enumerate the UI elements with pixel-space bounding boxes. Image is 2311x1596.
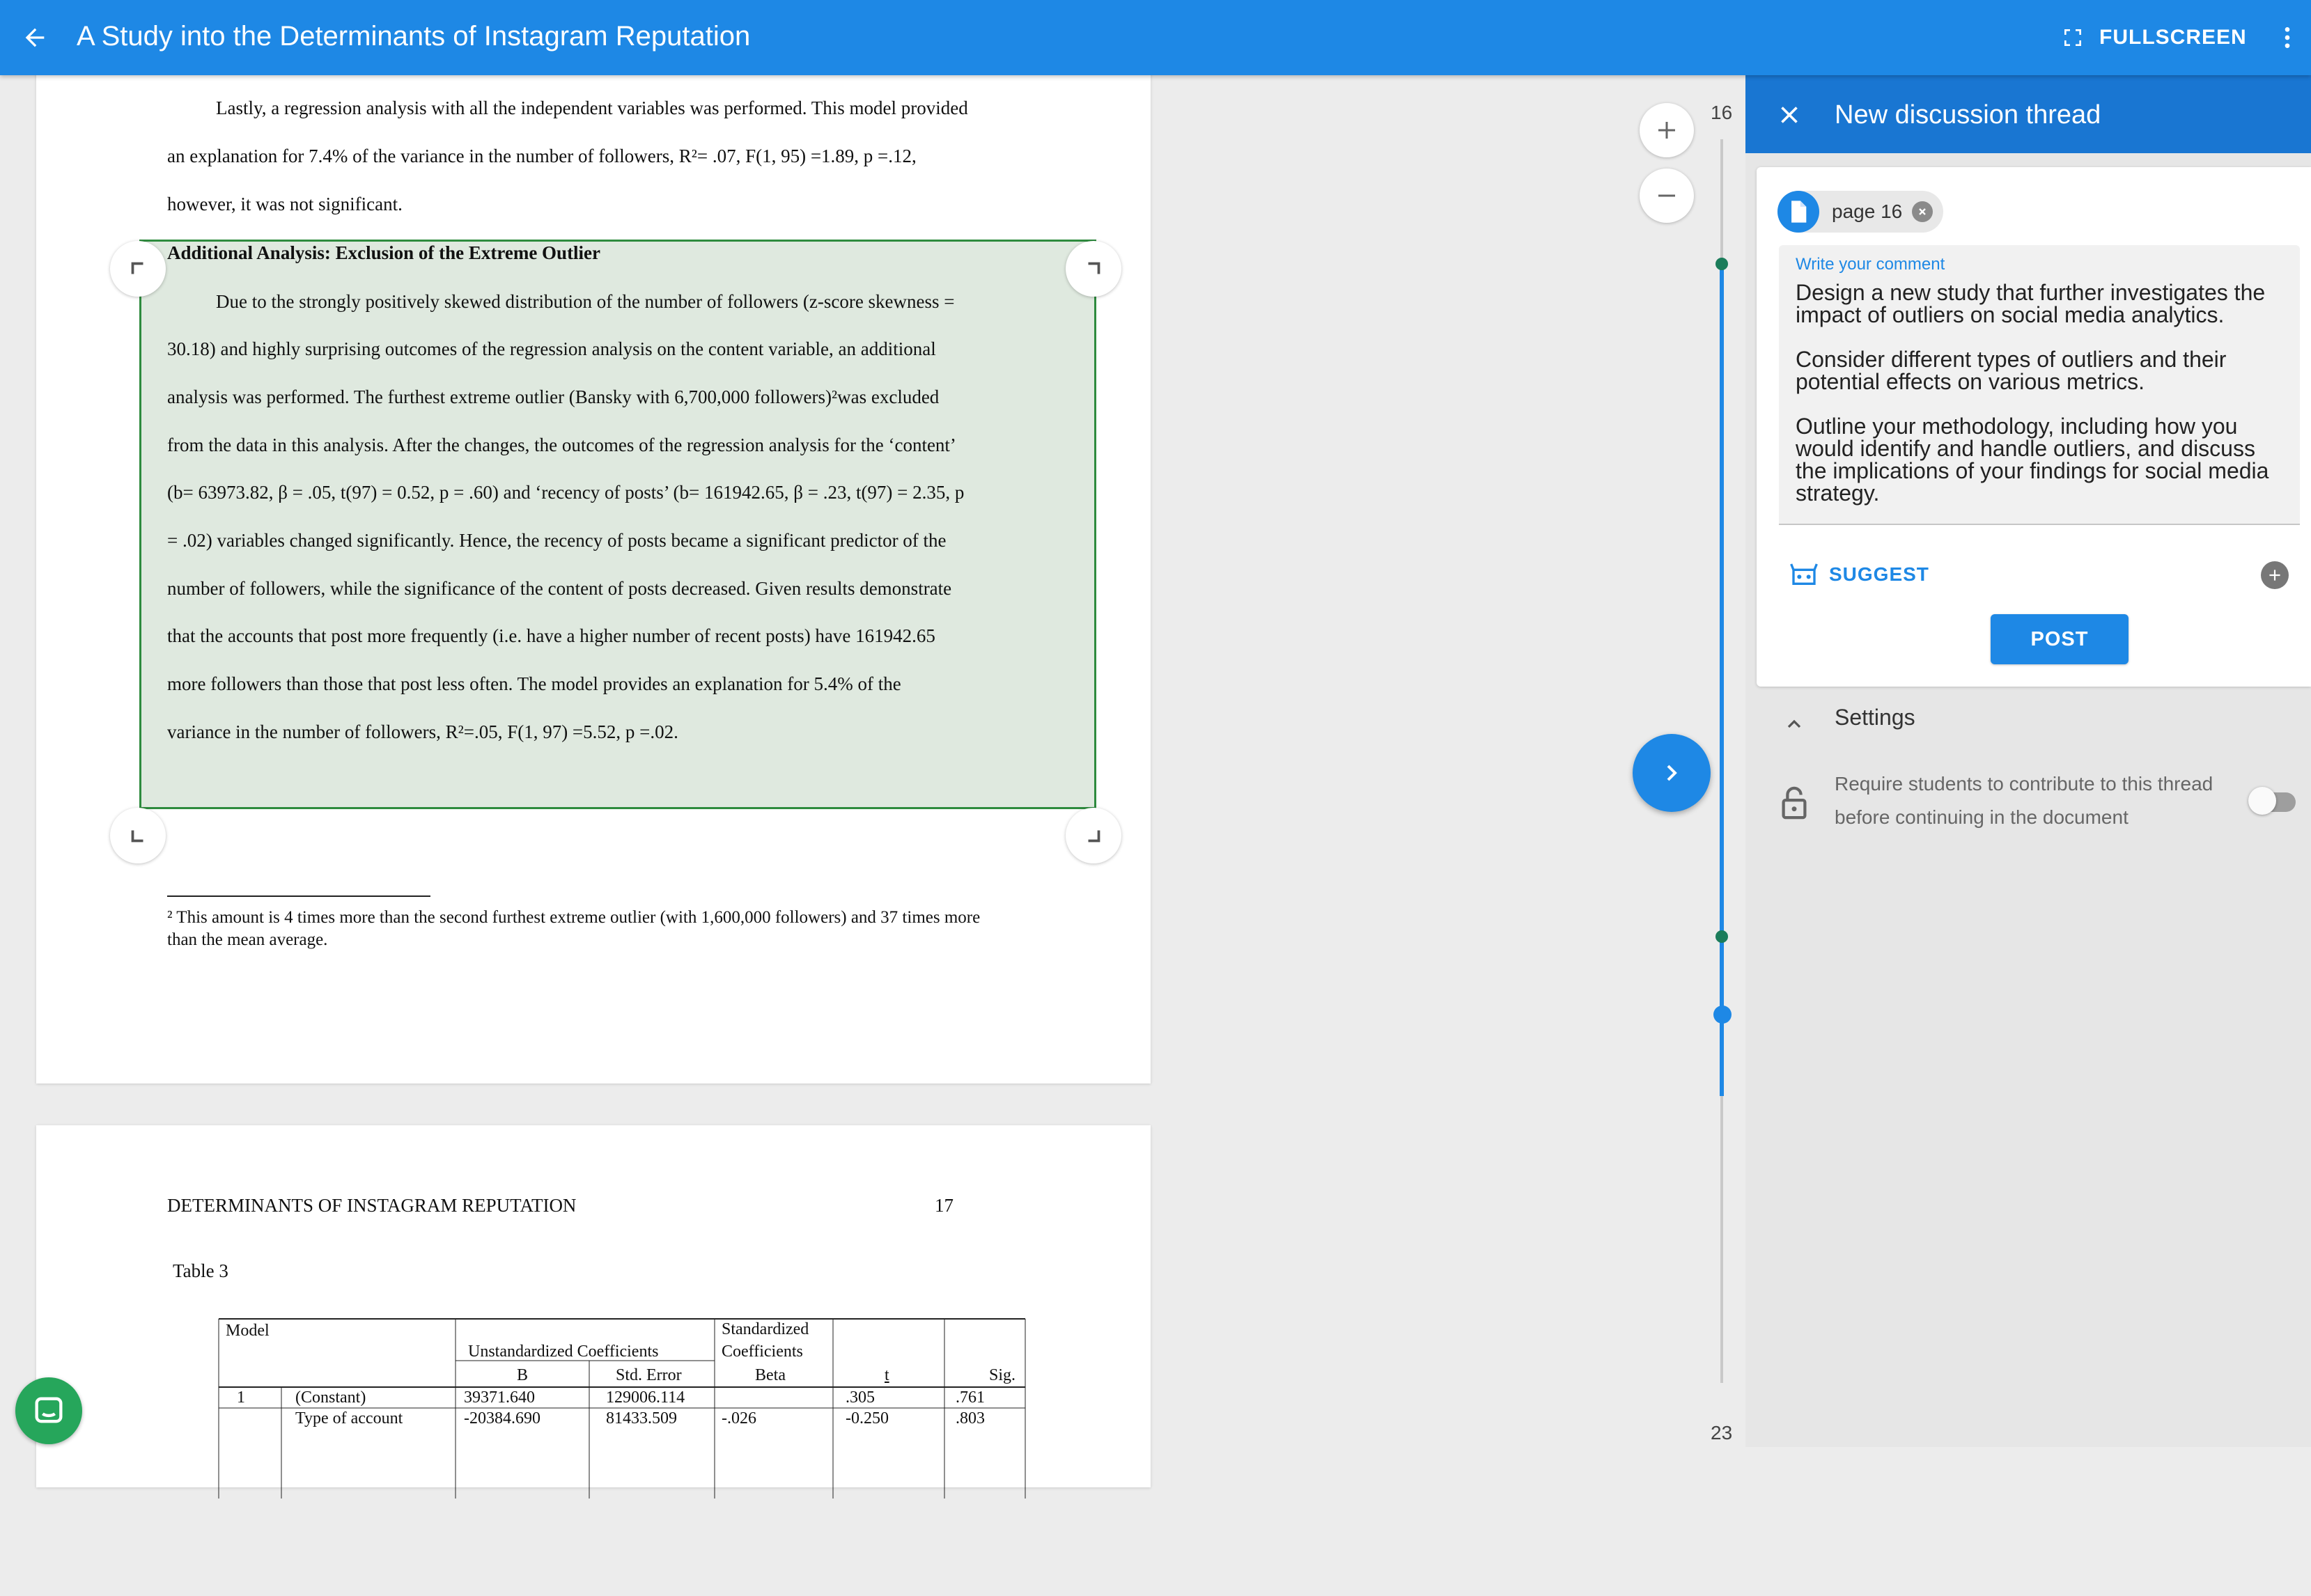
selection-handle-top-right[interactable]: [1066, 241, 1121, 297]
chip-remove-button[interactable]: [1912, 201, 1933, 222]
regression-table: [191, 1317, 1027, 1596]
settings-collapse-button[interactable]: [1780, 710, 1808, 738]
paragraph-line: Due to the strongly positively skewed distribution of the number of followers (z-score skewness =: [216, 291, 955, 312]
close-panel-button[interactable]: [1772, 97, 1807, 132]
chat-button[interactable]: [15, 1377, 82, 1444]
fullscreen-icon: [2062, 26, 2084, 49]
paragraph-line: that the accounts that post more frequently (i.e. have a higher number of recent posts) have 161942.65: [167, 625, 935, 646]
chevron-right-icon: [1658, 759, 1686, 787]
table-cell: 39371.640: [464, 1388, 535, 1407]
suggest-button[interactable]: [1789, 557, 1929, 592]
table-header-std-error: Std. Error: [616, 1366, 682, 1384]
panel-title: New discussion thread: [1835, 100, 2101, 130]
paragraph-line: 30.18) and highly surprising outcomes of the regression analysis on the content variable, an additional: [167, 338, 936, 359]
zoom-out-button[interactable]: [1640, 169, 1694, 223]
discussion-panel: [1745, 75, 2311, 1447]
page-chip[interactable]: [1777, 191, 1943, 233]
running-head: DETERMINANTS OF INSTAGRAM REPUTATION: [167, 1195, 577, 1216]
document-page-16: [36, 61, 1151, 1083]
timeline-marker[interactable]: [1715, 930, 1728, 943]
paragraph-line: = .02) variables changed significantly. Hence, the recency of posts became a significant predictor of the: [167, 530, 947, 551]
timeline-end-page: 23: [1711, 1422, 1733, 1444]
table-header-model: Model: [226, 1322, 270, 1340]
minus-icon: [1654, 183, 1679, 208]
post-button[interactable]: POST: [1991, 614, 2129, 664]
comment-text-line: Consider different types of outliers and their: [1796, 347, 2227, 372]
paragraph-line: from the data in this analysis. After the changes, the outcomes of the regression analysis for the ‘content’: [167, 435, 956, 455]
paragraph-line: Lastly, a regression analysis with all the independent variables was performed. This model provided: [216, 97, 968, 118]
document-page-17: [36, 1125, 1151, 1487]
table-cell: 129006.114: [606, 1388, 685, 1407]
table-cell: -.026: [722, 1409, 756, 1427]
close-icon: [1917, 206, 1928, 217]
comment-text-line: the implications of your findings for social media: [1796, 458, 2269, 483]
comment-text-line: impact of outliers on social media analytics.: [1796, 302, 2225, 327]
chip-label: page 16: [1832, 201, 1903, 222]
section-heading: Additional Analysis: Exclusion of the Extreme Outlier: [167, 242, 601, 263]
document-title: A Study into the Determinants of Instagram Reputation: [77, 21, 751, 52]
paragraph-line: more followers than those that post less often. The model provides an explanation for 5.4% of the: [167, 673, 901, 694]
selection-handle-bottom-left[interactable]: [110, 808, 166, 863]
comment-input[interactable]: [1779, 245, 2300, 525]
comment-field-label: Write your comment: [1796, 255, 1945, 274]
fullscreen-label: FULLSCREEN: [2099, 26, 2247, 49]
paragraph-line: number of followers, while the significance of the content of posts decreased. Given results demonstrate: [167, 578, 952, 599]
lock-icon: [1780, 785, 1808, 820]
require-contribution-label: before continuing in the document: [1835, 806, 2129, 828]
zoom-in-button[interactable]: [1640, 103, 1694, 157]
timeline-start-page: 16: [1711, 102, 1733, 123]
close-icon: [1777, 102, 1802, 127]
table-label: Table 3: [173, 1260, 228, 1281]
table-header-beta: Beta: [755, 1366, 786, 1384]
toggle-knob: [2248, 787, 2276, 815]
table-cell: Type of account: [295, 1409, 403, 1427]
fullscreen-button[interactable]: [2062, 19, 2247, 56]
panel-header: [1745, 75, 2311, 153]
paragraph-line: (b= 63973.82, β = .05, t(97) = 0.52, p = .60) and ‘recency of posts’ (b= 161942.65, β = .23, t(97) = 2.35, p: [167, 482, 965, 503]
chat-icon: [31, 1393, 67, 1429]
corner-bottom-left-icon: [127, 825, 148, 846]
robot-icon: [1789, 561, 1819, 588]
table-cell: .803: [956, 1409, 985, 1427]
settings-heading: Settings: [1835, 705, 1915, 730]
table-header-standardized: Standardized: [722, 1320, 809, 1338]
table-cell: .305: [846, 1388, 875, 1407]
comment-text-line: Design a new study that further investigates the: [1796, 280, 2266, 305]
suggest-label: SUGGEST: [1829, 563, 1929, 585]
back-button[interactable]: [14, 17, 56, 58]
arrow-left-icon: [21, 24, 49, 52]
corner-top-left-icon: [127, 258, 148, 279]
comment-text-line: Outline your methodology, including how you: [1796, 414, 2238, 439]
thread-card: [1757, 167, 2311, 687]
table-cell: (Constant): [295, 1388, 366, 1407]
add-circle-icon: [2266, 566, 2284, 584]
footnote-divider: [167, 895, 430, 897]
table-cell: -0.250: [846, 1409, 889, 1427]
paragraph-line: an explanation for 7.4% of the variance in the number of followers, R²= .07, F(1, 95) =1.89, p =.12,: [167, 146, 917, 166]
next-button[interactable]: [1633, 734, 1711, 812]
table-header-b: B: [517, 1366, 529, 1384]
table-header-unstandardized: Unstandardized Coefficients: [468, 1343, 659, 1361]
corner-bottom-right-icon: [1083, 825, 1104, 846]
comment-text-line: potential effects on various metrics.: [1796, 369, 2145, 394]
require-contribution-toggle[interactable]: [2248, 787, 2298, 815]
plus-icon: [1654, 118, 1679, 143]
more-options-button[interactable]: [2266, 17, 2308, 58]
more-vert-icon: [2273, 24, 2301, 52]
selection-handle-bottom-right[interactable]: [1066, 808, 1121, 863]
table-header-sig: Sig.: [989, 1366, 1016, 1384]
paragraph-line: however, it was not significant.: [167, 194, 403, 214]
selection-handle-top-left[interactable]: [110, 241, 166, 297]
timeline-marker[interactable]: [1715, 258, 1728, 270]
footnote-line: ² This amount is 4 times more than the second furthest extreme outlier (with 1,600,000 followers) and 37 times more: [167, 908, 981, 927]
page-number: 17: [935, 1195, 954, 1216]
comment-text-line: would identify and handle outliers, and discuss: [1796, 436, 2255, 461]
table-header-t: t: [885, 1366, 889, 1384]
paragraph-line: variance in the number of followers, R²=.05, F(1, 97) =5.52, p =.02.: [167, 721, 678, 742]
document-viewer[interactable]: [0, 75, 1741, 1447]
table-cell: 81433.509: [606, 1409, 677, 1427]
require-contribution-label: Require students to contribute to this thread: [1835, 773, 2213, 795]
table-header-coefficients: Coefficients: [722, 1343, 803, 1361]
footnote-line: than the mean average.: [167, 930, 328, 949]
top-app-bar: [0, 0, 2311, 75]
document-icon: [1777, 191, 1819, 233]
chevron-up-icon: [1783, 713, 1805, 735]
comment-text-line: strategy.: [1796, 480, 1880, 506]
timeline-progress: [1720, 265, 1724, 1096]
paragraph-line: analysis was performed. The furthest extreme outlier (Bansky with 6,700,000 followers)²was excluded: [167, 386, 940, 407]
table-cell: 1: [237, 1388, 245, 1407]
corner-top-right-icon: [1083, 258, 1104, 279]
timeline-position-thumb[interactable]: [1713, 1006, 1732, 1024]
add-button[interactable]: [2261, 561, 2289, 589]
table-cell: .761: [956, 1388, 985, 1407]
table-cell: -20384.690: [464, 1409, 540, 1427]
